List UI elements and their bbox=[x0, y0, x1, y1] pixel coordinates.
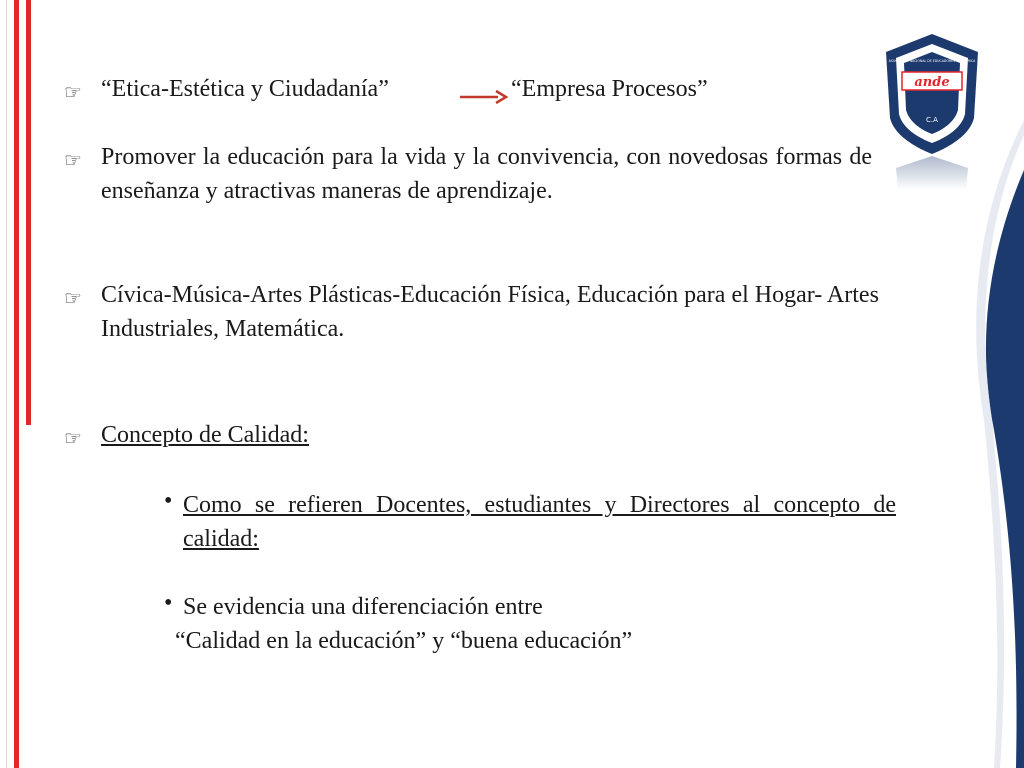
left-frame bbox=[0, 0, 7, 768]
right-arrow-icon bbox=[458, 86, 508, 104]
pointing-hand-icon: ☞ bbox=[64, 428, 82, 450]
pointing-hand-icon: ☞ bbox=[64, 150, 82, 172]
red-accent-bar-short bbox=[26, 0, 31, 425]
bullet-1-left-text: “Etica-Estética y Ciudadanía” bbox=[101, 76, 389, 102]
bullet-2-text: Promover la educación para la vida y la convivencia, con novedosas formas de enseñanza y atractivas maneras de aprendizaje. bbox=[101, 144, 872, 204]
logo-brand-text: ande bbox=[914, 75, 950, 90]
ande-logo bbox=[882, 30, 982, 190]
logo-initials-text: C.A bbox=[926, 116, 938, 124]
red-accent-bar bbox=[14, 0, 19, 768]
sub-bullet-2-line-1: Se evidencia una diferenciación entre bbox=[183, 594, 543, 620]
sub-bullet-dot: • bbox=[164, 488, 173, 514]
bullet-3-text: Cívica-Música-Artes Plásticas-Educación Física, Educación para el Hogar- Artes Industriales, Matemática. bbox=[101, 282, 879, 342]
bullet-4-heading: Concepto de Calidad: bbox=[101, 422, 309, 448]
sub-bullet-2-line-2: “Calidad en la educación” y “buena educación” bbox=[175, 628, 633, 654]
pointing-hand-icon: ☞ bbox=[64, 288, 82, 310]
sub-bullet-dot: • bbox=[164, 590, 173, 616]
sub-bullet-1-text: Como se refieren Docentes, estudiantes y Directores al concepto de calidad: bbox=[183, 492, 896, 552]
pointing-hand-icon: ☞ bbox=[64, 82, 82, 104]
bullet-1-right-text: “Empresa Procesos” bbox=[511, 76, 708, 102]
logo-ring-text: ASOCIACION NACIONAL DE EDUCADORES COSTA RICA bbox=[888, 59, 976, 63]
